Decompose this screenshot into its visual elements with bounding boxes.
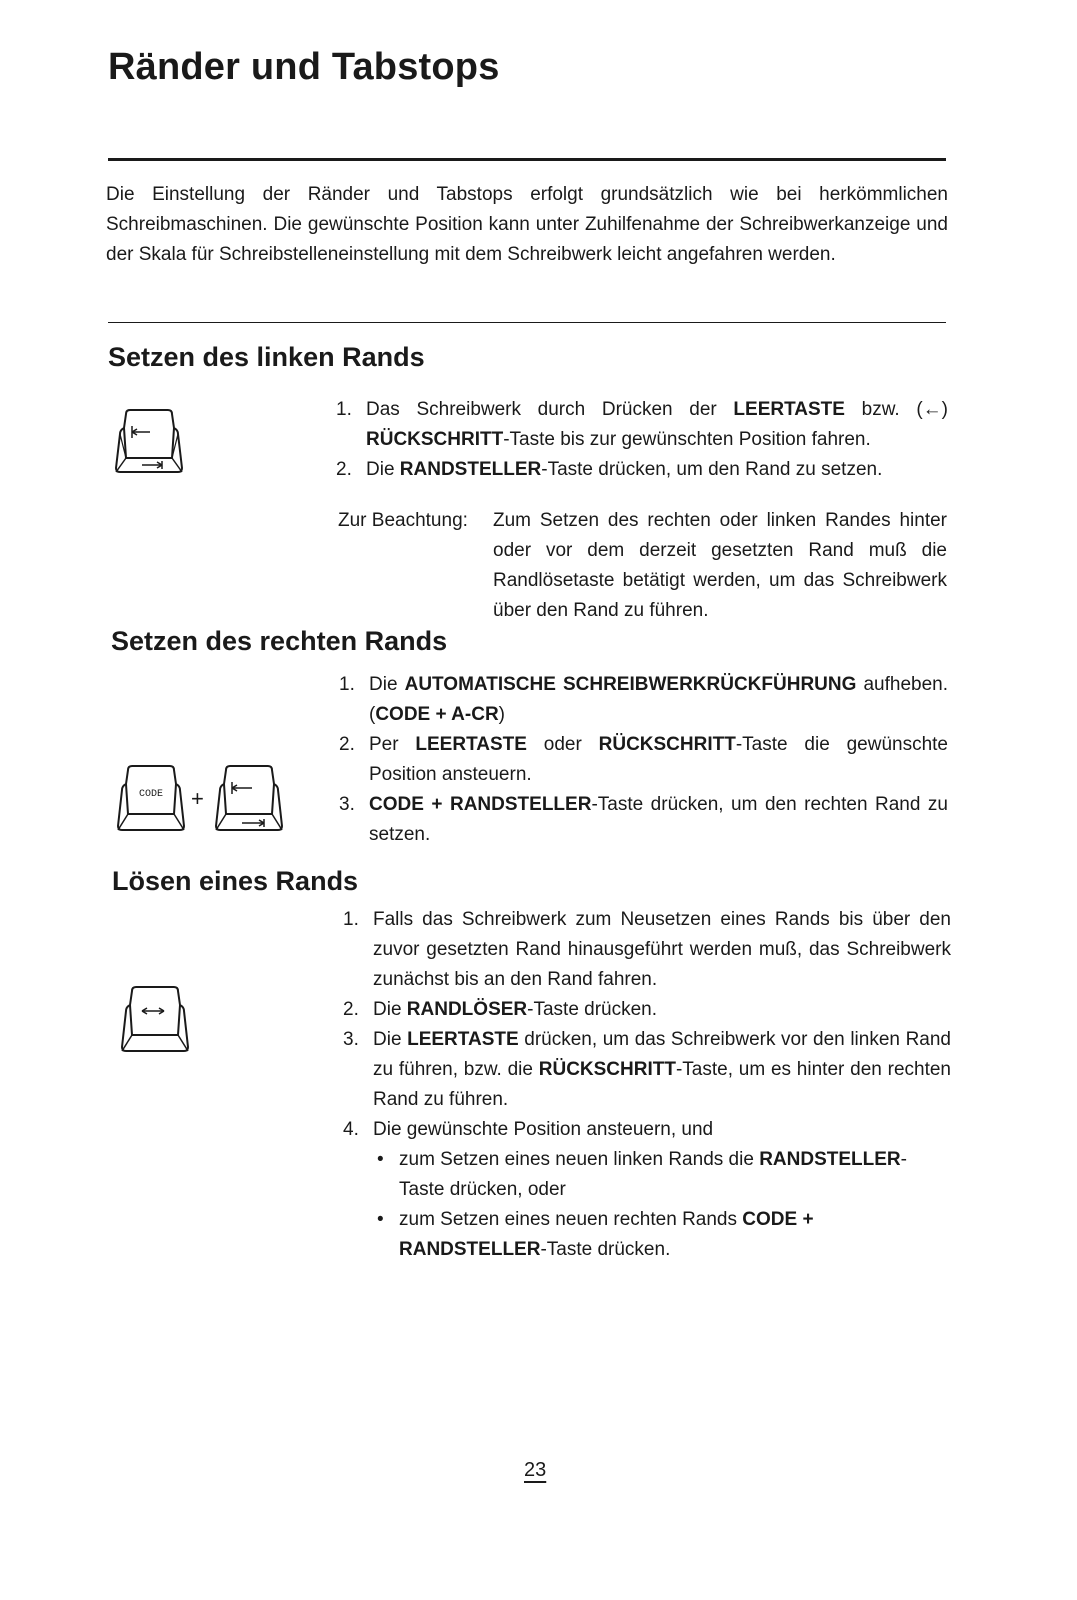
section-heading-right-margin: Setzen des rechten Rands	[111, 626, 448, 656]
text-run: aufheben. (	[369, 674, 949, 725]
bullet-item	[373, 1145, 951, 1205]
step-item	[343, 995, 951, 1025]
step-number: 2.	[343, 999, 359, 1020]
step-item	[343, 1115, 951, 1145]
section-heading-left-margin: Setzen des linken Rands	[108, 342, 425, 372]
step-number: 4.	[343, 1119, 359, 1140]
text-run: -Taste drücken, oder	[399, 1149, 907, 1200]
note-text: Zum Setzen des rechten oder linken Randes hinter oder vor dem derzeit gesetzten Rand muß die Randlösetaste betätigt werden, um das Schreibwerk über den Rand zu führen.	[493, 510, 947, 621]
bold-key-term: RÜCKSCHRITT	[598, 734, 736, 755]
text-run: -Taste bis zur gewünschten Position fahren.	[503, 429, 871, 450]
step-item	[339, 670, 948, 730]
section-heading-release-margin: Lösen eines Rands	[112, 866, 359, 896]
text-run: Die gewünschte Position ansteuern, und	[373, 1119, 714, 1140]
text-run: -Taste, um es hinter den rechten Rand zu führen.	[373, 1059, 951, 1110]
step-number: 3.	[339, 794, 355, 815]
release-margin-steps	[343, 905, 951, 1265]
text-run: zum Setzen eines neuen rechten Rands	[399, 1209, 743, 1230]
text-run: -Taste die gewünschte Position ansteuern.	[369, 734, 948, 785]
step-number: 1.	[336, 399, 352, 420]
bold-key-term: RÜCKSCHRITT	[538, 1059, 676, 1080]
text-run: Die	[373, 999, 407, 1020]
step-item	[339, 730, 948, 790]
text-run: bzw. (←)	[844, 399, 948, 420]
text-run: Falls das Schreibwerk zum Neusetzen eines Rands bis über den zuvor gesetzten Rand hinausgeführt werden muß, das Schreibwerk zunächst bis an den Rand fahren.	[373, 909, 951, 990]
bold-key-term: CODE + A-CR	[375, 704, 499, 725]
text-run: Per	[369, 734, 416, 755]
page-number: 23	[524, 1459, 547, 1481]
margin-release-key-icon	[118, 985, 192, 1055]
bold-key-term: RANDSTELLER	[399, 459, 542, 480]
bold-key-term: RÜCKSCHRITT	[366, 429, 504, 450]
code-key-icon	[114, 764, 188, 834]
bold-key-term: RANDLÖSER	[406, 999, 528, 1020]
step-number: 1.	[343, 909, 359, 930]
bold-key-term: AUTOMATISCHE SCHREIBWERKRÜCKFÜHRUNG	[404, 674, 857, 695]
text-run: zum Setzen eines neuen linken Rands die	[399, 1149, 760, 1170]
bullet-item	[373, 1205, 951, 1265]
intro-divider	[108, 322, 946, 323]
step-number: 2.	[336, 459, 352, 480]
text-run: )	[498, 704, 505, 725]
step-item	[336, 395, 948, 455]
step-item	[343, 905, 951, 995]
left-margin-steps	[336, 395, 948, 485]
step-number: 2.	[339, 734, 355, 755]
text-run: -Taste drücken.	[527, 999, 658, 1020]
intro-paragraph: Die Einstellung der Ränder und Tabstops erfolgt grundsätzlich wie bei herkömmlichen Schreibmaschinen. Die gewünschte Position kann unter Zuhilfenahme der Schreibwerkanzeige und der Skala für Schreibstelleneinstellung mit dem Schreibwerk leicht angefahren werden.	[106, 184, 948, 265]
text-run: Die	[369, 674, 405, 695]
text-run: -Taste drücken, um den rechten Rand zu setzen.	[369, 794, 948, 845]
text-run: -Taste drücken, um den Rand zu setzen.	[541, 459, 883, 480]
text-run: -Taste drücken.	[540, 1239, 671, 1260]
text-run: Die	[373, 1029, 408, 1050]
bold-key-term: LEERTASTE	[733, 399, 845, 420]
bold-key-term: RANDSTELLER	[759, 1149, 901, 1170]
bold-key-term: CODE + RANDSTELLER	[369, 794, 592, 815]
margin-set-key-icon	[212, 764, 286, 834]
step-number: 1.	[339, 674, 355, 695]
text-run: Die	[366, 459, 400, 480]
step-item	[343, 1025, 951, 1115]
text-run: oder	[526, 734, 599, 755]
bold-key-term: CODE + RANDSTELLER	[399, 1209, 814, 1260]
code-key-label: CODE	[138, 789, 164, 800]
page-title: Ränder und Tabstops	[108, 46, 500, 88]
right-margin-steps	[339, 670, 948, 850]
step-item	[336, 455, 948, 485]
bold-key-term: LEERTASTE	[415, 734, 527, 755]
step-item	[339, 790, 948, 850]
text-run: drücken, um das Schreibwerk vor den linken Rand zu führen, bzw. die	[373, 1029, 951, 1080]
title-divider	[108, 158, 946, 161]
text-run: Das Schreibwerk durch Drücken der	[366, 399, 734, 420]
margin-set-key-icon	[112, 408, 186, 476]
plus-sign: +	[191, 786, 204, 811]
bold-key-term: LEERTASTE	[407, 1029, 519, 1050]
note-label: Zur Beachtung:	[338, 510, 468, 531]
step-number: 3.	[343, 1029, 359, 1050]
